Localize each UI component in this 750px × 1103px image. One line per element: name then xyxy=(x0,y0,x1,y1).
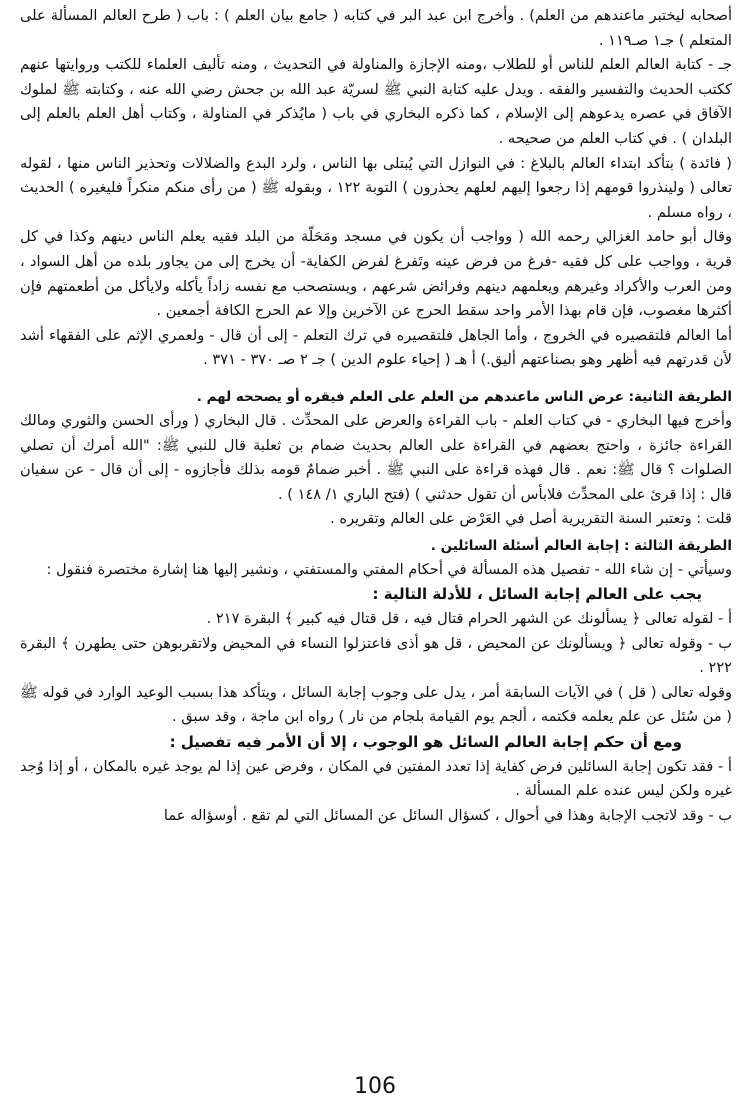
paragraph: وقال أبو حامد الغزالي رحمه الله ( وواجب أن يكون في مسجد ومَحَلّة من البلد فقيه يعلم الناس دينهم وكذا في كل قرية ، وواجب على كل فقيه -فرغ من فرض عينه وتَفرغ لفرض الكفاية- أن يخرج إلى من يجاور بلده من أهل السواد ، ومن العرب والأكراد وغيرهم ويعلمهم دينهم وفرائض شرعهم ، ويستصحب مع نفسه زاداً يأكله ولايأكل من أطعمتهم فإن أكثرها مغصوب، فإن قام بهذا الأمر واحد سقط الحرج عن الآخرين وإلا عم الحرج الكافة أجمعين . xyxy=(20,228,732,320)
ruling-item: ب - وقد لاتجب الإجابة وهذا في أحوال ، كسؤال السائل عن المسائل التي لم تقع . أوسؤاله عما xyxy=(163,806,732,824)
method-2-note: قلت : وتعتبر السنة التقريرية أصل في العَرْض على العالم وتقريره . xyxy=(330,510,732,528)
paragraph: أما العالم فلتقصيره في الخروج ، وأما الجاهل فلتقصيره في ترك التعلم - إلى أن قال - ولعمري الإثم على الفقهاء أشد لأن قدرتهم فيه أظهر وهو بصناعتهم أليق.) أ هـ ( إحياء علوم الدين ) جـ ٢ صـ ٣٧٠ - ٣٧١ . xyxy=(20,326,732,369)
document-page xyxy=(20,4,732,828)
page-number: 106 xyxy=(354,1074,396,1099)
evidence-item: أ - لقوله تعالى ﴿ يسألونك عن الشهر الحرام قتال فيه ، قل قتال فيه كبير ﴾ البقرة ٢١٧ . xyxy=(206,610,732,628)
method-2-heading: الطريقة الثانية: عرض الناس ماعندهم من العلم على العلم فيقره أو يصححه لهم . xyxy=(196,388,732,405)
method-3-heading: الطريقة الثالثة : إجابة العالم أسئلة السائلين . xyxy=(430,537,732,554)
evidence-item: وقوله تعالى ( قل ) في الآيات السابقة أمر ، يدل على وجوب إجابة السائل ، ويتأكد هذا بسبب الوعيد الوارد في قوله ﷺ ( من سُئل عن علم يعلمه فكتمه ، ألجم يوم القيامة بلجام من نار ) رواه ابن ماجة ، وقد سبق . xyxy=(20,683,732,726)
paragraph: جـ - كتابة العالم العلم للناس أو للطلاب ،ومنه الإجازة والمناولة في التحديث ، ومنه تأليف العلماء للكتب وروايتها عنهم ككتب الحديث والتفسير والفقه . ويدل عليه كتابة النبي ﷺ لسريّة عبد الله بن جحش رضي الله عنه ، وكتابته ﷺ لملوك الآفاق في عصره يدعوهم إلى الإسلام ، كما ذكره البخاري في باب ( مايُذكر في المناولة ، وكتاب أهل العلم بالعلم إلى البلدان ) . في كتاب العلم من صحيحه . xyxy=(20,56,732,147)
paragraph: أصحابه ليختبر ماعندهم من العلم) . وأخرج ابن عبد البر في كتابه ( جامع بيان العلم ) : باب ( طرح العالم المسألة على المتعلم ) جـ١ صـ١١٩ . xyxy=(20,7,732,49)
ruling-heading: ومع أن حكم إجابة العالم السائل هو الوجوب ، إلا أن الأمر فيه تفصيل : xyxy=(169,733,682,752)
paragraph: ( فائدة ) بتأكد ابتداء العالم بالبلاغ : في النوازل التي يُبتلى بها الناس ، ولرد البدع والضلالات وتحذير الناس منها ، لقوله تعالى ( ولينذروا قومهم إذا رجعوا إليهم لعلهم يحذرون ) التوبة ١٢٢ ، وبقوله ﷺ ( من رأى منكم منكراً فليغيره ) الحديث ، رواه مسلم . xyxy=(20,154,733,221)
evidence-heading: يجب على العالم إجابة السائل ، للأدلة التالية : xyxy=(372,585,702,604)
evidence-item: ب - وقوله تعالى ﴿ ويسألونك عن المحيض ، قل هو أذى فاعتزلوا النساء في المحيض ولاتقربوهن حتى يطهرن ﴾ البقرة ٢٢٢ . xyxy=(20,634,732,677)
ruling-item: أ - فقد تكون إجابة السائلين فرض كفاية إذا تعدد المفتين في المكان ، وفرض عين إذا لم يوجد غيره بالمكان ، أو إذا وُجد غيره ولكن ليس عنده علم المسألة . xyxy=(20,757,732,800)
method-3-body: وسيأتي - إن شاء الله - تفصيل هذه المسألة في أحكام المفتي والمستفتي ، ونشير إليها هنا إشارة مختصرة فنقول : xyxy=(46,560,732,578)
method-2-body: وأخرج فيها البخاري - في كتاب العلم - باب القراءة والعرض على المحدِّث . قال البخاري ( ورأى الحسن والثوري ومالك القراءة جائزة ، واحتج بعضهم في القراءة على العالم بحديث ضمام بن ثعلبة قال للنبي ﷺ: "الله أمرك أن تصلي الصلوات ؟ قال ﷺ: نعم . قال فهذه قراءة على النبي ﷺ . أخبر ضمامٌ قومه بذلك فأجازوه - إلى أن قال - عن سفيان قال : إذا قرئ على المحدِّث فلابأس أن تقول حدثني ) (فتح الباري ١/ ١٤٨ ) . xyxy=(20,411,732,503)
